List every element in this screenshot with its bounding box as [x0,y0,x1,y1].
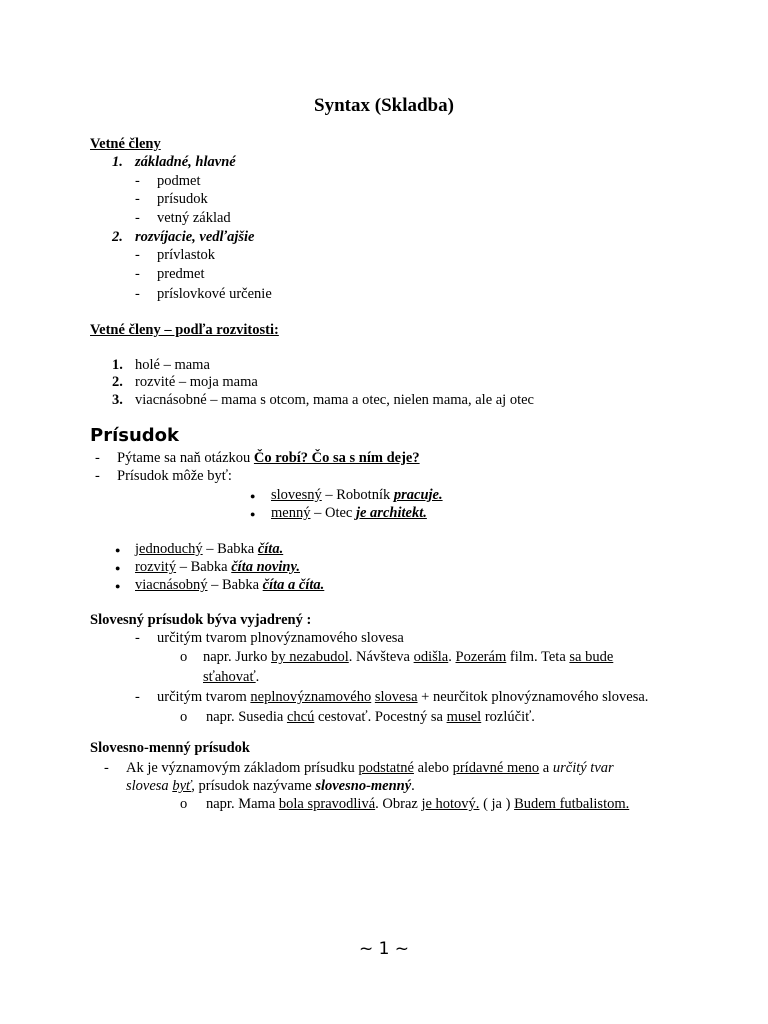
page-number: ~ 1 ~ [358,939,410,959]
text-run: – Otec [310,505,356,521]
text-run: , prísudok nazývame [191,778,316,794]
example-line [206,708,535,727]
circle-marker: o [180,709,188,725]
underlined-word: bola spravodlivá [278,796,376,812]
dash-marker: - [135,286,140,302]
text-run: cestovať. Pocestný sa [314,709,447,725]
underlined-word: odišla [413,649,449,665]
dash-marker: - [135,689,140,705]
text-run: + neurčitok plnovýznamového slovesa. [417,689,649,705]
list-item: určitým tvarom plnovýznamového slovesa [157,630,404,646]
circle-marker: o [180,796,188,812]
list-item [271,504,427,523]
list-number: 3. [112,392,123,408]
underlined-word: slovesa [374,689,418,705]
italic-text: slovesa [126,778,173,794]
underlined-word: by nezabudol [271,649,349,665]
section-heading-rozvitost: Vetné členy – podľa rozvitosti: [90,322,279,338]
text-run: film. Teta [506,649,570,665]
dash-marker: - [95,450,100,466]
underlined-word: neplnovýznamového [250,689,372,705]
list-number: 2. [112,374,123,390]
text-run: určitým tvarom [157,689,251,705]
list-item: prívlastok [157,247,215,263]
dash-marker: - [135,173,140,189]
list-item-rozvijacie: rozvíjacie, vedľajšie [135,229,255,245]
section-heading-slovesny: Slovesný prísudok býva vyjadrený : [90,612,312,628]
list-item: viacnásobné – mama s otcom, mama a otec, nielen mama, ale aj otec [135,392,534,408]
underlined-word: Pozerám [455,649,507,665]
list-item: prísudok [157,191,208,207]
italic-text: určitý tvar [552,760,614,776]
dash-marker: - [135,630,140,646]
text-run: – Babka [207,577,263,593]
dash-marker: - [135,210,140,226]
list-number: 1. [112,154,123,170]
dash-marker: - [135,247,140,263]
list-item: podmet [157,173,201,189]
text-run: napr. Jurko [203,649,272,665]
text-run: napr. Mama [206,796,279,812]
page-title: Syntax (Skladba) [314,95,454,116]
text-run: – Babka [176,559,232,575]
dash-marker: - [135,191,140,207]
bold-italic-text: slovesno-menný [315,778,412,794]
list-item [157,688,648,707]
list-item: holé – mama [135,357,210,373]
text-run: . [255,669,260,685]
underlined-word: prídavné meno [452,760,540,776]
list-item [135,558,300,577]
text-line [126,759,614,778]
underlined-word: Budem futbalistom. [514,796,630,812]
example-line [206,795,629,814]
list-item: rozvité – moja mama [135,374,258,390]
underlined-word: je hotový. [421,796,480,812]
text-line [126,777,415,796]
text-run: ( ja ) [479,796,515,812]
text-run: . [411,778,415,794]
term: rozvitý [135,559,177,575]
underlined-word: sa bude [569,649,614,665]
list-item: príslovkové určenie [157,286,272,302]
bullet-marker: ● [115,563,121,573]
dash-marker: - [95,468,100,484]
text-line [117,449,420,468]
text-run: a [539,760,553,776]
text-run: napr. Susedia [206,709,287,725]
underlined-word: musel [446,709,482,725]
text-run: – Robotník [321,487,394,503]
dash-marker: - [135,266,140,282]
list-item-zakladne: základné, hlavné [135,154,236,170]
term: jednoduchý [135,541,203,557]
text-run: – Babka [202,541,258,557]
list-item: vetný základ [157,210,231,226]
example-line [203,648,613,667]
circle-marker: o [180,649,188,665]
list-item [135,540,283,559]
bullet-marker: ● [115,581,121,591]
underlined-word: byť [172,778,192,794]
list-item [271,486,443,505]
section-heading-menny: Slovesno-menný prísudok [90,740,250,756]
list-item: predmet [157,266,205,282]
dash-marker: - [104,760,109,776]
example: pracuje. [393,487,443,503]
bullet-marker: ● [115,545,121,555]
bullet-marker: ● [250,509,256,519]
example: je architekt. [355,505,427,521]
example: číta noviny. [231,559,300,575]
example: číta a číta. [262,577,325,593]
term: menný [271,505,311,521]
question-text: Čo robí? Čo sa s ním deje? [253,450,420,466]
text-run: alebo [413,760,453,776]
section-heading-prisudok: Prísudok [90,425,179,446]
bullet-marker: ● [250,491,256,501]
text-run: . Obraz [375,796,422,812]
underlined-word: chcú [286,709,315,725]
list-number: 2. [112,229,123,245]
example: číta. [257,541,284,557]
underlined-word: sťahovať [203,669,256,685]
text-run: Ak je významovým základom prísudku [126,760,359,776]
underlined-word: podstatné [358,760,414,776]
section-heading-vetne-cleny: Vetné členy [90,136,161,152]
text-line: Prísudok môže byť: [117,468,232,484]
text-run: rozlúčiť. [481,709,535,725]
example-line [203,668,259,687]
text-run: . Návšteva [348,649,414,665]
term: viacnásobný [135,577,208,593]
term: slovesný [271,487,322,503]
list-number: 1. [112,357,123,373]
text-run: . [448,649,456,665]
list-item [135,576,324,595]
text-run: Pýtame sa naň otázkou [117,450,254,466]
